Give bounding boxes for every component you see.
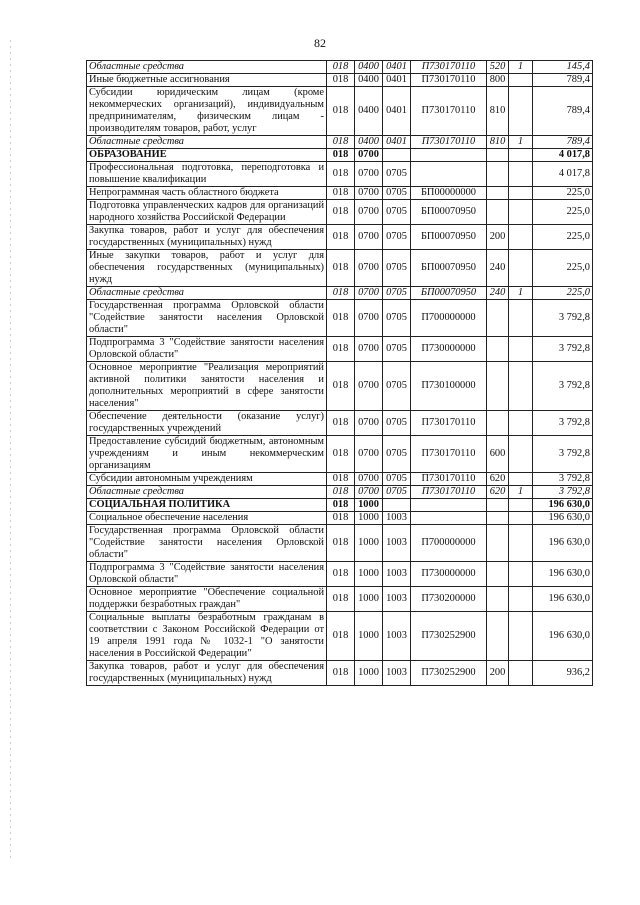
row-expense-type bbox=[487, 337, 509, 362]
row-expense-type: 800 bbox=[487, 74, 509, 87]
row-amount: 225,0 bbox=[533, 200, 593, 225]
row-target-article: П730000000 bbox=[411, 562, 487, 587]
row-amount: 3 792,8 bbox=[533, 362, 593, 411]
row-amount: 225,0 bbox=[533, 225, 593, 250]
row-admin-code: 018 bbox=[327, 149, 355, 162]
row-admin-code: 018 bbox=[327, 436, 355, 473]
row-funding-source bbox=[509, 74, 533, 87]
row-funding-source: 1 bbox=[509, 136, 533, 149]
table-row bbox=[87, 149, 593, 162]
row-target-article: П700000000 bbox=[411, 300, 487, 337]
row-funding-source bbox=[509, 250, 533, 287]
row-target-article bbox=[411, 512, 487, 525]
row-amount: 225,0 bbox=[533, 287, 593, 300]
row-funding-source bbox=[509, 562, 533, 587]
row-admin-code: 018 bbox=[327, 512, 355, 525]
row-section-code: 0700 bbox=[355, 337, 383, 362]
row-admin-code: 018 bbox=[327, 136, 355, 149]
row-section-code: 0700 bbox=[355, 362, 383, 411]
row-section-code: 0700 bbox=[355, 250, 383, 287]
row-expense-type bbox=[487, 612, 509, 661]
row-name: СОЦИАЛЬНАЯ ПОЛИТИКА bbox=[87, 499, 327, 512]
row-funding-source bbox=[509, 300, 533, 337]
row-admin-code: 018 bbox=[327, 525, 355, 562]
row-section-code: 1000 bbox=[355, 612, 383, 661]
row-funding-source bbox=[509, 362, 533, 411]
row-name: Непрограммная часть областного бюджета bbox=[87, 187, 327, 200]
row-subsection-code: 0705 bbox=[383, 337, 411, 362]
row-target-article: П730252900 bbox=[411, 661, 487, 686]
row-section-code: 0400 bbox=[355, 136, 383, 149]
budget-table bbox=[86, 60, 593, 686]
row-name: Закупка товаров, работ и услуг для обеспечения государственных (муниципальных) нужд bbox=[87, 225, 327, 250]
row-expense-type: 200 bbox=[487, 225, 509, 250]
row-subsection-code: 0705 bbox=[383, 486, 411, 499]
row-section-code: 1000 bbox=[355, 512, 383, 525]
table-row bbox=[87, 525, 593, 562]
row-amount: 4 017,8 bbox=[533, 149, 593, 162]
row-target-article: БП00000000 bbox=[411, 187, 487, 200]
row-subsection-code: 0705 bbox=[383, 411, 411, 436]
row-admin-code: 018 bbox=[327, 162, 355, 187]
row-name: Социальное обеспечение населения bbox=[87, 512, 327, 525]
row-section-code: 0700 bbox=[355, 473, 383, 486]
row-section-code: 1000 bbox=[355, 499, 383, 512]
row-subsection-code: 1003 bbox=[383, 512, 411, 525]
row-subsection-code: 0401 bbox=[383, 136, 411, 149]
row-funding-source bbox=[509, 225, 533, 250]
row-section-code: 0700 bbox=[355, 187, 383, 200]
row-admin-code: 018 bbox=[327, 300, 355, 337]
row-subsection-code: 1003 bbox=[383, 612, 411, 661]
row-name: Областные средства bbox=[87, 486, 327, 499]
row-funding-source bbox=[509, 587, 533, 612]
row-section-code: 0700 bbox=[355, 300, 383, 337]
row-admin-code: 018 bbox=[327, 499, 355, 512]
row-section-code: 1000 bbox=[355, 562, 383, 587]
row-target-article: БП00070950 bbox=[411, 250, 487, 287]
row-expense-type bbox=[487, 162, 509, 187]
row-name: Социальные выплаты безработным гражданам в соответствии с Законом Российской Федерации от 19 апреля 1991 года № 1032-1 "О занятости населения в Российской Федерации" bbox=[87, 612, 327, 661]
row-amount: 4 017,8 bbox=[533, 162, 593, 187]
row-amount: 196 630,0 bbox=[533, 612, 593, 661]
row-target-article: П730252900 bbox=[411, 612, 487, 661]
row-subsection-code: 1003 bbox=[383, 525, 411, 562]
row-section-code: 1000 bbox=[355, 587, 383, 612]
row-funding-source bbox=[509, 187, 533, 200]
row-name: Иные закупки товаров, работ и услуг для обеспечения государственных (муниципальных) нужд bbox=[87, 250, 327, 287]
row-name: Областные средства bbox=[87, 61, 327, 74]
row-subsection-code: 0705 bbox=[383, 287, 411, 300]
row-amount: 3 792,8 bbox=[533, 473, 593, 486]
row-section-code: 0700 bbox=[355, 200, 383, 225]
row-admin-code: 018 bbox=[327, 337, 355, 362]
row-section-code: 0700 bbox=[355, 162, 383, 187]
row-expense-type bbox=[487, 525, 509, 562]
table-row bbox=[87, 250, 593, 287]
budget-table-body bbox=[87, 61, 593, 686]
table-row bbox=[87, 562, 593, 587]
row-amount: 225,0 bbox=[533, 250, 593, 287]
table-row bbox=[87, 61, 593, 74]
binding-margin-line bbox=[10, 40, 11, 860]
row-expense-type bbox=[487, 587, 509, 612]
row-subsection-code: 0401 bbox=[383, 87, 411, 136]
row-subsection-code: 1003 bbox=[383, 587, 411, 612]
row-target-article: П730170110 bbox=[411, 74, 487, 87]
row-target-article: П730170110 bbox=[411, 473, 487, 486]
row-funding-source: 1 bbox=[509, 486, 533, 499]
row-admin-code: 018 bbox=[327, 486, 355, 499]
row-name: Основное мероприятие "Обеспечение социальной поддержки безработных граждан" bbox=[87, 587, 327, 612]
row-section-code: 0700 bbox=[355, 411, 383, 436]
row-admin-code: 018 bbox=[327, 287, 355, 300]
row-admin-code: 018 bbox=[327, 612, 355, 661]
table-row bbox=[87, 187, 593, 200]
row-name: Предоставление субсидий бюджетным, автономным учреждениям и иным некоммерческим организациям bbox=[87, 436, 327, 473]
row-subsection-code: 0705 bbox=[383, 225, 411, 250]
row-target-article: П730200000 bbox=[411, 587, 487, 612]
row-subsection-code: 0705 bbox=[383, 362, 411, 411]
row-section-code: 0700 bbox=[355, 149, 383, 162]
row-amount: 936,2 bbox=[533, 661, 593, 686]
row-target-article bbox=[411, 162, 487, 187]
row-name: Профессиональная подготовка, переподготовка и повышение квалификации bbox=[87, 162, 327, 187]
row-expense-type: 520 bbox=[487, 61, 509, 74]
row-target-article: П730170110 bbox=[411, 436, 487, 473]
table-row bbox=[87, 612, 593, 661]
row-name: Субсидии автономным учреждениям bbox=[87, 473, 327, 486]
row-target-article: П700000000 bbox=[411, 525, 487, 562]
row-name: Государственная программа Орловской области "Содействие занятости населения Орловской области" bbox=[87, 300, 327, 337]
row-funding-source bbox=[509, 149, 533, 162]
row-subsection-code: 0401 bbox=[383, 74, 411, 87]
table-row bbox=[87, 473, 593, 486]
row-expense-type bbox=[487, 300, 509, 337]
row-name: Подготовка управленческих кадров для организаций народного хозяйства Российской Федерации bbox=[87, 200, 327, 225]
row-subsection-code: 0705 bbox=[383, 162, 411, 187]
row-section-code: 0700 bbox=[355, 436, 383, 473]
row-amount: 225,0 bbox=[533, 187, 593, 200]
row-admin-code: 018 bbox=[327, 187, 355, 200]
table-row bbox=[87, 411, 593, 436]
row-section-code: 1000 bbox=[355, 525, 383, 562]
table-row bbox=[87, 362, 593, 411]
row-section-code: 0400 bbox=[355, 74, 383, 87]
row-funding-source bbox=[509, 337, 533, 362]
row-expense-type bbox=[487, 411, 509, 436]
row-subsection-code: 0705 bbox=[383, 436, 411, 473]
row-expense-type bbox=[487, 499, 509, 512]
row-expense-type bbox=[487, 187, 509, 200]
row-name: Подпрограмма 3 "Содействие занятости населения Орловской области" bbox=[87, 337, 327, 362]
row-name: Закупка товаров, работ и услуг для обеспечения государственных (муниципальных) нужд bbox=[87, 661, 327, 686]
table-row bbox=[87, 225, 593, 250]
row-admin-code: 018 bbox=[327, 225, 355, 250]
row-expense-type bbox=[487, 562, 509, 587]
row-admin-code: 018 bbox=[327, 250, 355, 287]
table-row bbox=[87, 661, 593, 686]
row-amount: 145,4 bbox=[533, 61, 593, 74]
row-expense-type bbox=[487, 512, 509, 525]
row-section-code: 0700 bbox=[355, 287, 383, 300]
row-target-article: П730100000 bbox=[411, 362, 487, 411]
row-name: Государственная программа Орловской области "Содействие занятости населения Орловской области" bbox=[87, 525, 327, 562]
row-admin-code: 018 bbox=[327, 411, 355, 436]
row-name: Обеспечение деятельности (оказание услуг) государственных учреждений bbox=[87, 411, 327, 436]
row-amount: 789,4 bbox=[533, 136, 593, 149]
table-row bbox=[87, 87, 593, 136]
row-subsection-code: 0705 bbox=[383, 473, 411, 486]
row-target-article: БП00070950 bbox=[411, 225, 487, 250]
row-funding-source bbox=[509, 411, 533, 436]
row-expense-type: 810 bbox=[487, 87, 509, 136]
table-row bbox=[87, 436, 593, 473]
row-funding-source bbox=[509, 87, 533, 136]
row-admin-code: 018 bbox=[327, 661, 355, 686]
row-amount: 196 630,0 bbox=[533, 525, 593, 562]
row-target-article: П730000000 bbox=[411, 337, 487, 362]
row-section-code: 1000 bbox=[355, 661, 383, 686]
row-name: Субсидии юридическим лицам (кроме некоммерческих организаций), индивидуальным предпринимателям, физическим лицам - производителям товаров, работ, услуг bbox=[87, 87, 327, 136]
row-target-article: П730170110 bbox=[411, 486, 487, 499]
row-target-article bbox=[411, 499, 487, 512]
row-expense-type bbox=[487, 200, 509, 225]
row-target-article: П730170110 bbox=[411, 61, 487, 74]
table-row bbox=[87, 162, 593, 187]
row-subsection-code bbox=[383, 149, 411, 162]
table-row bbox=[87, 287, 593, 300]
row-admin-code: 018 bbox=[327, 87, 355, 136]
row-funding-source bbox=[509, 162, 533, 187]
row-funding-source bbox=[509, 499, 533, 512]
row-amount: 3 792,8 bbox=[533, 411, 593, 436]
table-row bbox=[87, 300, 593, 337]
row-amount: 196 630,0 bbox=[533, 499, 593, 512]
row-expense-type: 620 bbox=[487, 473, 509, 486]
row-funding-source bbox=[509, 473, 533, 486]
row-name: ОБРАЗОВАНИЕ bbox=[87, 149, 327, 162]
row-subsection-code: 1003 bbox=[383, 562, 411, 587]
page-number: 82 bbox=[314, 36, 326, 50]
row-section-code: 0400 bbox=[355, 61, 383, 74]
row-admin-code: 018 bbox=[327, 562, 355, 587]
row-admin-code: 018 bbox=[327, 362, 355, 411]
row-expense-type: 240 bbox=[487, 250, 509, 287]
row-expense-type: 600 bbox=[487, 436, 509, 473]
row-target-article: БП00070950 bbox=[411, 200, 487, 225]
row-funding-source: 1 bbox=[509, 287, 533, 300]
row-funding-source bbox=[509, 436, 533, 473]
row-amount: 196 630,0 bbox=[533, 562, 593, 587]
row-expense-type bbox=[487, 362, 509, 411]
row-admin-code: 018 bbox=[327, 473, 355, 486]
table-row bbox=[87, 486, 593, 499]
row-subsection-code: 0705 bbox=[383, 250, 411, 287]
row-subsection-code: 0705 bbox=[383, 187, 411, 200]
row-amount: 3 792,8 bbox=[533, 486, 593, 499]
row-funding-source bbox=[509, 512, 533, 525]
row-expense-type: 240 bbox=[487, 287, 509, 300]
table-row bbox=[87, 587, 593, 612]
row-admin-code: 018 bbox=[327, 61, 355, 74]
row-target-article: П730170110 bbox=[411, 87, 487, 136]
row-admin-code: 018 bbox=[327, 200, 355, 225]
row-amount: 3 792,8 bbox=[533, 337, 593, 362]
row-name: Областные средства bbox=[87, 136, 327, 149]
table-row bbox=[87, 499, 593, 512]
row-amount: 196 630,0 bbox=[533, 512, 593, 525]
row-funding-source: 1 bbox=[509, 61, 533, 74]
row-subsection-code: 0401 bbox=[383, 61, 411, 74]
row-target-article: БП00070950 bbox=[411, 287, 487, 300]
row-amount: 3 792,8 bbox=[533, 300, 593, 337]
row-name: Областные средства bbox=[87, 287, 327, 300]
row-subsection-code: 0705 bbox=[383, 200, 411, 225]
row-amount: 789,4 bbox=[533, 74, 593, 87]
row-funding-source bbox=[509, 612, 533, 661]
row-amount: 3 792,8 bbox=[533, 436, 593, 473]
row-admin-code: 018 bbox=[327, 587, 355, 612]
row-section-code: 0400 bbox=[355, 87, 383, 136]
row-subsection-code: 1003 bbox=[383, 661, 411, 686]
row-target-article bbox=[411, 149, 487, 162]
row-expense-type bbox=[487, 149, 509, 162]
row-target-article: П730170110 bbox=[411, 136, 487, 149]
table-row bbox=[87, 337, 593, 362]
row-section-code: 0700 bbox=[355, 225, 383, 250]
row-funding-source bbox=[509, 525, 533, 562]
table-row bbox=[87, 74, 593, 87]
row-amount: 789,4 bbox=[533, 87, 593, 136]
row-subsection-code bbox=[383, 499, 411, 512]
row-name: Основное мероприятие "Реализация мероприятий активной политики занятости населения и дополнительных мероприятий в сфере занятости населения" bbox=[87, 362, 327, 411]
table-row bbox=[87, 136, 593, 149]
row-target-article: П730170110 bbox=[411, 411, 487, 436]
row-funding-source bbox=[509, 661, 533, 686]
table-row bbox=[87, 512, 593, 525]
row-funding-source bbox=[509, 200, 533, 225]
row-expense-type: 810 bbox=[487, 136, 509, 149]
row-amount: 196 630,0 bbox=[533, 587, 593, 612]
table-row bbox=[87, 200, 593, 225]
row-name: Подпрограмма 3 "Содействие занятости населения Орловской области" bbox=[87, 562, 327, 587]
row-section-code: 0700 bbox=[355, 486, 383, 499]
row-name: Иные бюджетные ассигнования bbox=[87, 74, 327, 87]
row-admin-code: 018 bbox=[327, 74, 355, 87]
row-expense-type: 620 bbox=[487, 486, 509, 499]
row-expense-type: 200 bbox=[487, 661, 509, 686]
row-subsection-code: 0705 bbox=[383, 300, 411, 337]
